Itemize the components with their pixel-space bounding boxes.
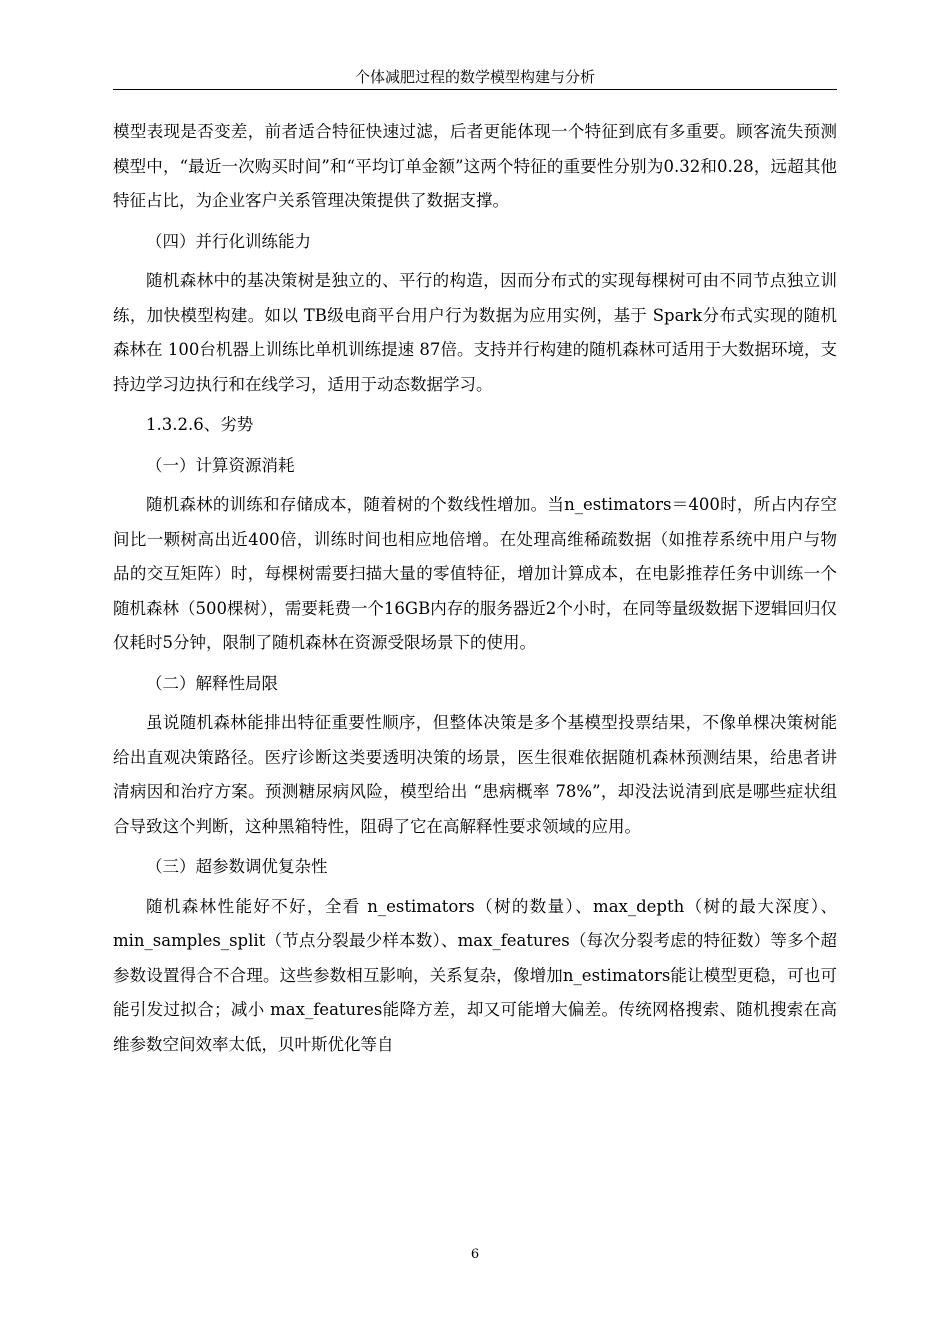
running-header: 个体减肥过程的数学模型构建与分析 [354, 68, 595, 86]
header-rule [113, 89, 837, 90]
paragraph-interpretability: 虽说随机森林能排出特征重要性顺序，但整体决策是多个基模型投票结果，不像单棵决策树能给出直观决策路径。医疗诊断这类要透明决策的场景，医生很难依据随机森林预测结果，给患者讲清病因和治疗方案。预测糖尿病风险，模型给出 “患病概率 78%”，却没法说清到底是哪些症状组合导致这个判断，这种黑箱特性，阻碍了它在高解释性要求领域的应用。 [113, 713, 837, 836]
paragraph-parallel-training: 随机森林中的基决策树是独立的、平行的构造，因而分布式的实现每棵树可由不同节点独立训练，加快模型构建。如以 TB级电商平台用户行为数据为应用实例，基于 Spark分布式实现的随机森林在 100台机器上训练比单机训练提速 87倍。支持并行构建的随机森林可适用于大数据环境，支持边学习边执行和在线学习，适用于动态数据学习。 [113, 271, 837, 394]
section-heading-hyperparameter-tuning: （三）超参数调优复杂性 [146, 857, 328, 876]
paragraph-continuation: 模型表现是否变差，前者适合特征快速过滤，后者更能体现一个特征到底有多重要。顾客流失预测模型中，“最近一次购买时间”和“平均订单金额”这两个特征的重要性分别为0.32和0.28，远超其他特征占比，为企业客户关系管理决策提供了数据支撑。 [113, 122, 837, 210]
section-heading-parallel-training: （四）并行化训练能力 [146, 231, 311, 251]
paragraph-hyperparameter-tuning: 随机森林性能好不好，全看 n_estimators（树的数量）、max_depth（树的最大深度）、min_samples_split（节点分裂最少样本数）、max_features（每次分裂考虑的特征数）等多个超参数设置得合不合理。这些参数相互影响，关系复杂，像增加n_estimators能让模型更稳，可也可能引发过拟合；减小 max_features能降方差，却又可能增大偏差。传统网格搜索、随机搜索在高维参数空间效率太低，贝叶斯优化等自 [113, 896, 837, 1054]
section-heading-interpretability: （二）解释性局限 [146, 673, 278, 693]
section-heading-compute-cost: （一）计算资源消耗 [146, 455, 295, 475]
page-body [113, 115, 837, 1062]
paragraph-compute-cost: 随机森林的训练和存储成本，随着树的个数线性增加。当n_estimators＝400时，所占内存空间比一颗树高出近400倍，训练时间也相应地倍增。在处理高维稀疏数据（如推荐系统中用户与物品的交互矩阵）时，每棵树需要扫描大量的零值特征，增加计算成本，在电影推荐任务中训练一个随机森林（500棵树），需要耗费一个16GB内存的服务器近2个小时，在同等量级数据下逻辑回归仅仅耗时5分钟，限制了随机森林在资源受限场景下的使用。 [113, 495, 837, 652]
section-heading-disadvantages: 1.3.2.6、劣势 [146, 415, 254, 434]
page-number: 6 [470, 1247, 480, 1262]
